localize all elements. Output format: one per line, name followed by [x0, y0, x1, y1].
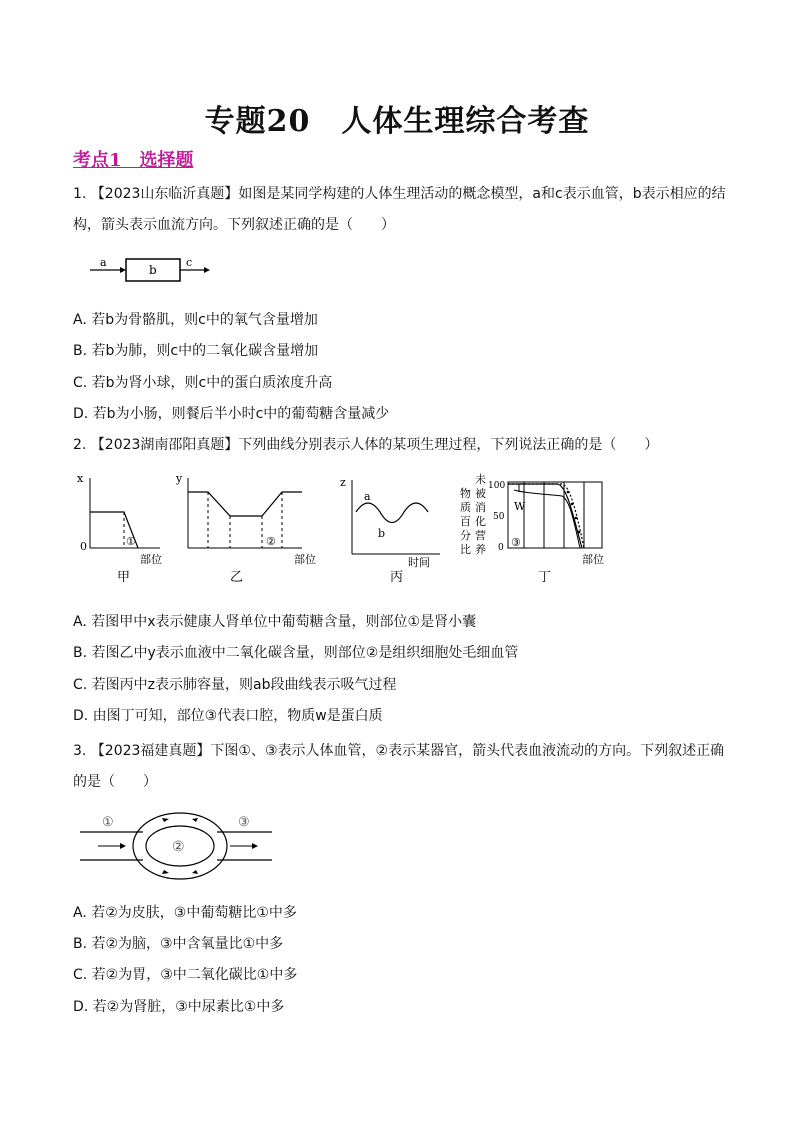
axis-time-label: 时间	[408, 556, 430, 569]
q3-option-b: B. 若②为脑，③中含氧量比①中多	[73, 936, 284, 952]
ylabel1-2: 百	[460, 515, 471, 528]
q2-option-a: A. 若图甲中x表示健康人肾单位中葡萄糖含量，则部位①是肾小囊	[73, 614, 477, 630]
q3-option-c: C. 若②为胃，③中二氧化碳比①中多	[73, 967, 298, 983]
caption-bing: 丙	[390, 570, 404, 585]
question-2-stem: 2. 【2023湖南邵阳真题】下列曲线分别表示人体的某项生理过程，下列说法正确的是（ ）	[73, 437, 659, 453]
graph-ding	[458, 470, 618, 585]
point-b-label: b	[378, 527, 386, 540]
q2-option-b: B. 若图乙中y表示血液中二氧化碳含量，则部位②是组织细胞处毛细血管	[73, 645, 519, 661]
w-label: W	[514, 500, 526, 513]
ylabel2-1: 被	[475, 487, 486, 500]
question-1-stem: 1. 【2023山东临沂真题】如图是某同学构建的人体生理活动的概念模型，a和c表示血管，b表示相应的结构，箭头表示血流方向。下列叙述正确的是（ ）	[73, 186, 726, 233]
figure-q3-organ-vessels	[80, 806, 280, 886]
graph-bing	[340, 470, 450, 585]
q1-option-a: A. 若b为骨骼肌，则c中的氧气含量增加	[73, 312, 318, 328]
axis-z-label: z	[340, 476, 346, 489]
ylabel2-0: 未	[475, 473, 486, 486]
tick-50: 50	[493, 512, 505, 522]
axis-site-label: 部位	[294, 553, 316, 566]
label-a: a	[100, 256, 107, 269]
point-a-label: a	[364, 490, 371, 503]
q3-option-a: A. 若②为皮肤，③中葡萄糖比①中多	[73, 905, 297, 921]
tick-0: 0	[498, 543, 504, 553]
axis-x-label: x	[77, 472, 84, 485]
ylabel1-0: 物	[460, 487, 471, 500]
ylabel2-4: 营	[475, 529, 486, 542]
ylabel1-1: 质	[460, 501, 471, 514]
ylabel2-5: 养	[475, 543, 486, 556]
axis-site-label: 部位	[582, 553, 604, 566]
axis-y-label: y	[176, 472, 183, 485]
graph-jia	[74, 470, 174, 585]
ylabel2-3: 化	[475, 515, 486, 528]
label-c: c	[186, 256, 193, 269]
vessel-3-label: ③	[238, 815, 250, 830]
q1-option-c: C. 若b为肾小球，则c中的蛋白质浓度升高	[73, 375, 333, 391]
vessel-1-label: ①	[102, 815, 114, 830]
ylabel2-2: 消	[475, 501, 486, 514]
q1-option-d: D. 若b为小肠，则餐后半小时c中的葡萄糖含量减少	[73, 406, 390, 422]
figure-q1-flow-model	[80, 255, 230, 285]
organ-2-label: ②	[172, 839, 185, 855]
caption-ding: 丁	[538, 570, 552, 585]
q1-option-b: B. 若b为肺，则c中的二氧化碳含量增加	[73, 343, 319, 359]
section-heading: 考点1 选择题	[73, 150, 194, 171]
page-title: 专题20 人体生理综合考查	[204, 104, 590, 139]
axis-site-label: 部位	[140, 553, 162, 566]
mark-2: ②	[266, 535, 276, 548]
mark-1: ①	[126, 535, 136, 548]
caption-yi: 乙	[230, 570, 244, 585]
graph-yi	[174, 470, 324, 585]
q3-option-d: D. 若②为肾脏，③中尿素比①中多	[73, 999, 285, 1015]
q2-option-d: D. 由图丁可知，部位③代表口腔，物质w是蛋白质	[73, 708, 383, 724]
ylabel1-4: 比	[460, 543, 471, 556]
origin-label: 0	[80, 540, 87, 553]
ylabel1-3: 分	[460, 529, 471, 542]
tick-100: 100	[488, 481, 506, 491]
question-3-stem: 3. 【2023福建真题】下图①、③表示人体血管，②表示某器官，箭头代表血液流动的方向。下列叙述正确的是（ ）	[73, 743, 725, 790]
q2-option-c: C. 若图丙中z表示肺容量，则ab段曲线表示吸气过程	[73, 677, 397, 693]
mark-3: ③	[511, 536, 521, 549]
caption-jia: 甲	[117, 570, 131, 585]
label-b: b	[149, 263, 157, 277]
